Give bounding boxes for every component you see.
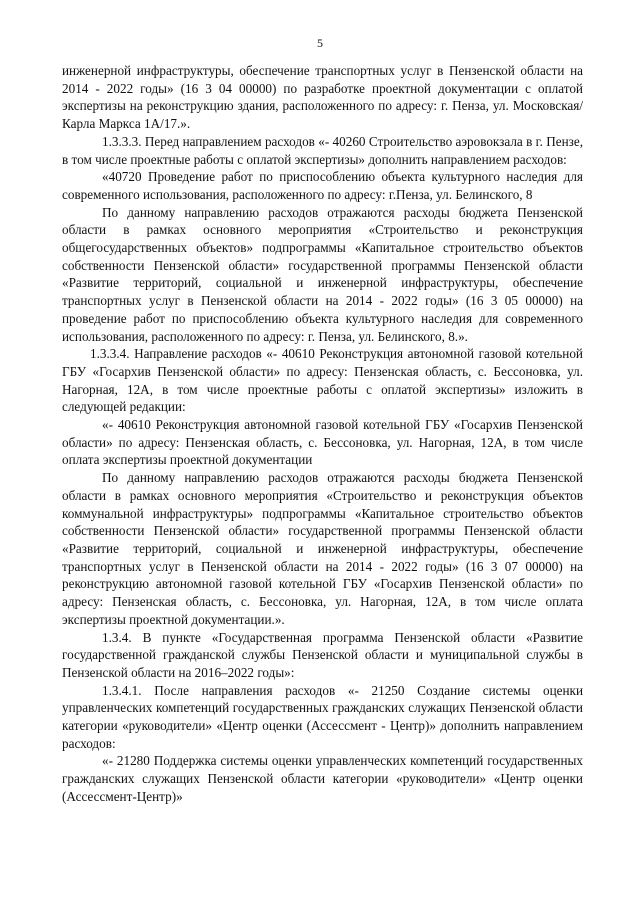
paragraph-1-3-4-1: 1.3.4.1. После направления расходов «- 21250 Создание системы оценки управленческих компетенций государственных гражданских служащих Пензенской области категории «руководители» «Центр оценки (Ассессмент - Центр)» дополнить направлением расходов: [62, 682, 583, 751]
document-body [62, 62, 583, 806]
page-number: 5 [317, 36, 323, 50]
paragraph-1-3-3-3: 1.3.3.3. Перед направлением расходов «- 40260 Строительство аэровокзала в г. Пензе, в том числе проектные работы с оплатой экспертизы» дополнить направлением расходов: [62, 133, 583, 167]
paragraph-1-3-4: 1.3.4. В пункте «Государственная программа Пензенской области «Развитие государственной гражданской службы Пензенской области и муниципальной службы в Пензенской области на 2016–2022 годы»: [62, 629, 583, 680]
paragraph-description-40610: По данному направлению расходов отражаются расходы бюджета Пензенской области в рамках основного мероприятия «Строительство и реконструкция объектов коммунальной инфраструктуры» подпрограммы «Капитальное строительство объектов собственности Пензенской области» государственной программы Пензенской области «Развитие территорий, социальной и инженерной инфраструктуры, обеспечение транспортных услуг в Пензенской области на 2014 - 2022 годы» (16 3 07 00000) на реконструкцию автономной газовой котельной ГБУ «Госархив Пензенской области» по адресу: Пензенская область, с. Бессоновка, ул. Нагорная, 12А, в том числе оплата экспертизы проектной документации.». [62, 470, 583, 627]
paragraph-continuation: инженерной инфраструктуры, обеспечение транспортных услуг в Пензенской области на 2014 - 2022 годы» (16 3 04 00000) по разработке проектной документации с оплатой экспертизы на реконструкцию здания, расположенного по адресу: г. Пенза, ул. Московская/Карла Маркса 1А/17.». [62, 63, 583, 132]
paragraph-description-40720: По данному направлению расходов отражаются расходы бюджета Пензенской области в рамках основного мероприятия «Строительство и реконструкция общегосударственных объектов» подпрограммы «Капитальное строительство объектов собственности Пензенской области» государственной программы Пензенской области «Развитие территорий, социальной и инженерной инфраструктуры, обеспечение транспортных услуг в Пензенской области на 2014 - 2022 годы» (16 3 05 00000) на проведение работ по приспособлению объекта культурного наследия для современного использования, расположенного по адресу: г. Пенза, ул. Белинского, 8.». [62, 204, 583, 344]
paragraph-quote-21280: «- 21280 Поддержка системы оценки управленческих компетенций государственных гражданских служащих Пензенской области категории «руководители» «Центр оценки (Ассессмент-Центр)» [62, 753, 583, 804]
paragraph-quote-40720: «40720 Проведение работ по приспособлению объекта культурного наследия для современного использования, расположенного по адресу: г.Пенза, ул. Белинского, 8 [62, 169, 583, 202]
paragraph-quote-40610: «- 40610 Реконструкция автономной газовой котельной ГБУ «Госархив Пензенской области» по адресу: Пензенская область, с. Бессоновка, ул. Нагорная, 12А, в том числе оплата экспертизы проектной документации [62, 417, 583, 468]
paragraph-1-3-3-4: 1.3.3.4. Направление расходов «- 40610 Реконструкция автономной газовой котельной ГБУ «Госархив Пензенской области» по адресу: Пензенская область, с. Бессоновка, ул. Нагорная, 12А, в том числе проектные работы с оплатой экспертизы» изложить в следующей редакции: [62, 346, 583, 415]
